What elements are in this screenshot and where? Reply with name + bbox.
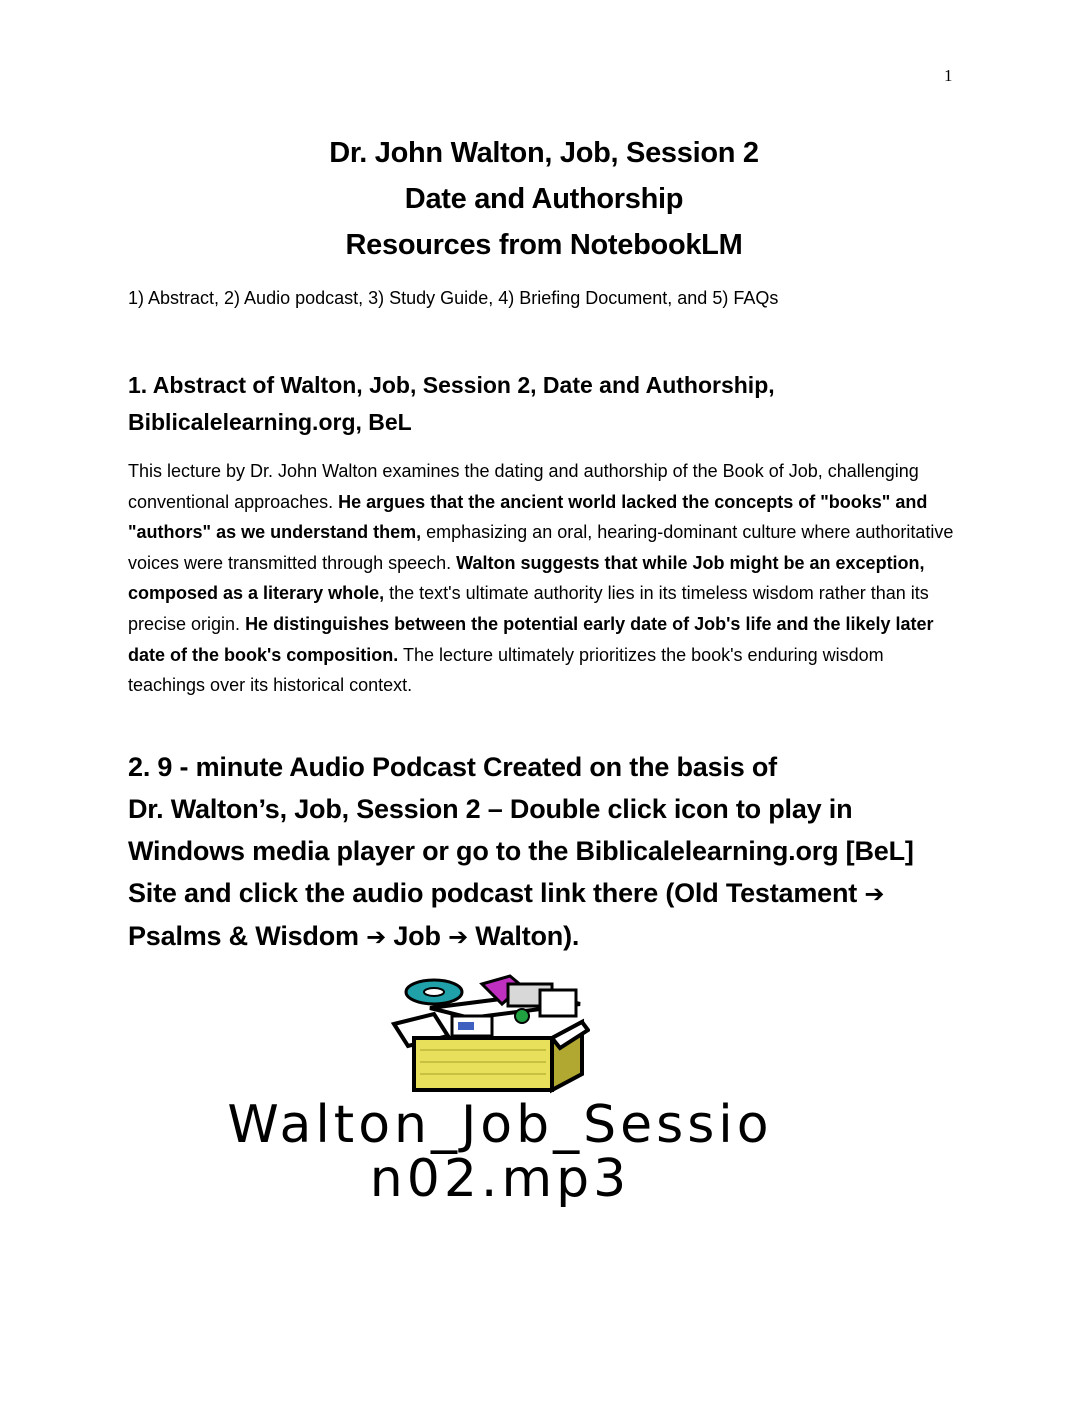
title-line-1: Dr. John Walton, Job, Session 2	[329, 137, 759, 169]
package-icon[interactable]	[390, 970, 590, 1094]
abstract-bold-1: He argues that the ancient world lacked the concepts of "books" and "authors" as we understand them,	[128, 491, 928, 543]
podcast-line-5a: Psalms & Wisdom	[128, 921, 367, 951]
podcast-line-5c: Walton).	[468, 921, 580, 951]
abstract-heading-line-2: Biblicalelearning.org, BeL	[128, 409, 412, 435]
page-number: 1	[944, 66, 953, 85]
abstract-text-1: This lecture by Dr. John Walton examines the dating and authorship of the Book of Job, challenging conventional approaches.	[128, 461, 919, 512]
abstract-heading	[128, 367, 958, 441]
abstract-heading-line-1: 1. Abstract of Walton, Job, Session 2, Date and Authorship,	[128, 372, 775, 398]
audio-file-name-line-1: Walton_Job_Sessio	[227, 1095, 773, 1155]
document-title	[0, 130, 1088, 268]
arrow-right-icon: ➔	[864, 880, 885, 908]
title-line-2: Date and Authorship	[404, 183, 684, 215]
resources-list: 1) Abstract, 2) Audio podcast, 3) Study Guide, 4) Briefing Document, and 5) FAQs	[128, 288, 779, 308]
abstract-text-3: the text's ultimate authority lies in its timeless wisdom rather than its precise origin.	[128, 583, 929, 634]
podcast-line-1: 2. 9 - minute Audio Podcast Created on the basis of	[128, 752, 777, 782]
podcast-line-2: Dr. Walton’s, Job, Session 2 – Double click icon to play in	[128, 794, 853, 824]
audio-file-name-line-2: n02.mp3	[369, 1149, 631, 1209]
podcast-line-4: Site and click the audio podcast link there (Old Testament	[128, 878, 865, 908]
abstract-paragraph	[128, 456, 958, 701]
title-line-3: Resources from NotebookLM	[345, 229, 743, 261]
audio-file-label[interactable]	[120, 1095, 880, 1209]
arrow-right-icon: ➔	[448, 923, 468, 951]
abstract-bold-3: He distinguishes between the potential early date of Job's life and the likely later date of the book's composition.	[128, 613, 934, 665]
arrow-right-icon: ➔	[366, 923, 387, 951]
podcast-line-3: Windows media player or go to the Biblicalelearning.org [BeL]	[128, 836, 914, 866]
abstract-text-2: emphasizing an oral, hearing-dominant culture where authoritative voices were transmitted through speech.	[128, 522, 954, 573]
abstract-text-4: The lecture ultimately prioritizes the book's enduring wisdom teachings over its historical context.	[128, 644, 884, 696]
abstract-bold-2: Walton suggests that while Job might be an exception, composed as a literary whole,	[128, 552, 925, 604]
podcast-line-5b: Job	[386, 921, 449, 951]
podcast-heading	[128, 746, 988, 958]
